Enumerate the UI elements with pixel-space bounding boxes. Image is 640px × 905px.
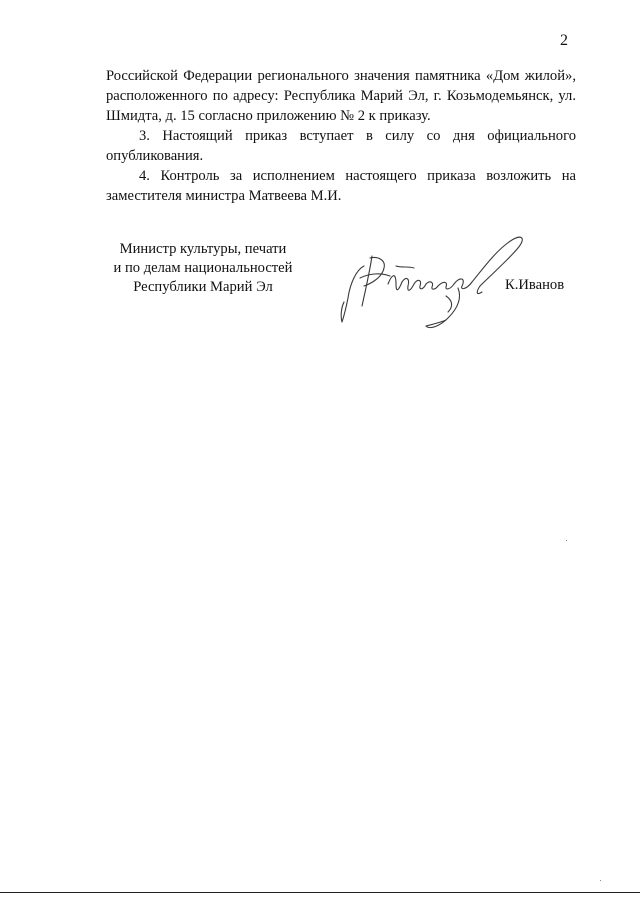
scan-bottom-edge [0, 892, 640, 893]
paragraph-item-4: 4. Контроль за исполнением настоящего приказа возложить на заместителя министра Матвеева М.И. [106, 168, 576, 204]
signatory-title-line-2: и по делам национальностей [113, 260, 293, 276]
scan-speck [566, 540, 567, 541]
signatory-name: К.Иванов [505, 277, 565, 293]
paragraph-continuation: Российской Федерации регионального значения памятника «Дом жилой», расположенного по адресу: Республика Марий Эл, г. Козьмодемьянск, ул. Шмидта, д. 15 согласно приложению № 2 к приказу. [106, 68, 576, 124]
signatory-title [100, 240, 306, 297]
signatory-title-line-1: Министр культуры, печати [119, 241, 287, 257]
page-number: 2 [560, 32, 568, 49]
scan-speck [600, 880, 601, 881]
signatory-title-line-3: Республики Марий Эл [133, 279, 273, 295]
paragraph-item-3: 3. Настоящий приказ вступает в силу со дня официального опубликования. [106, 128, 576, 164]
document-body [106, 66, 576, 206]
